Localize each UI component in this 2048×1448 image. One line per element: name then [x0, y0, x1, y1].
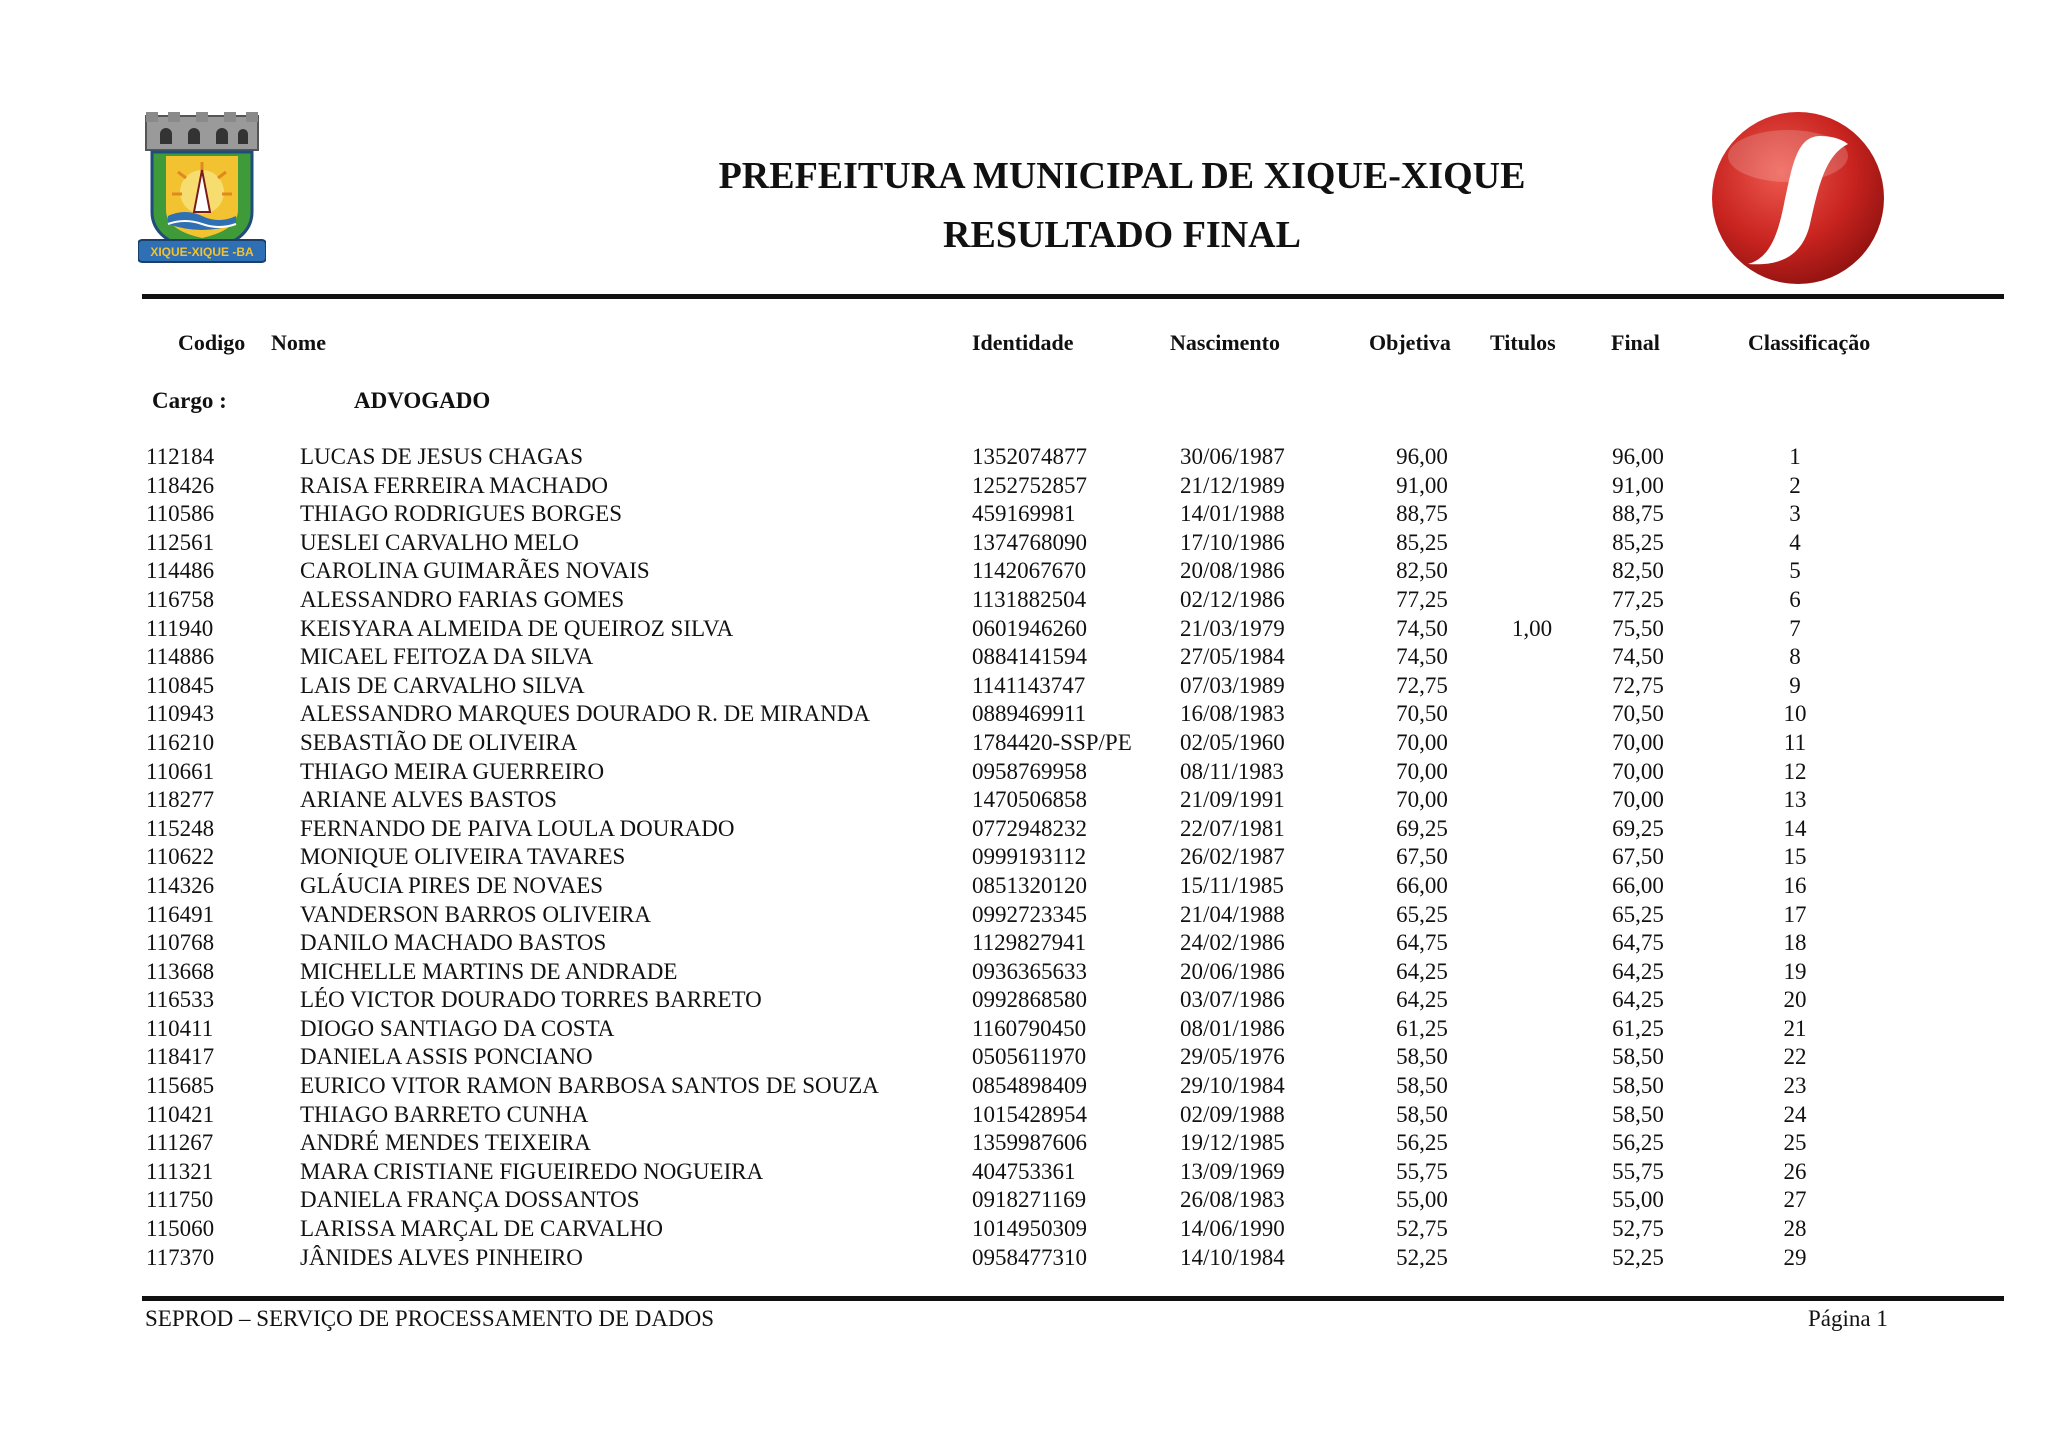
cell-objetiva: 85,25 [1396, 529, 1448, 555]
organization-logo [1708, 108, 1888, 288]
cell-nascimento: 20/08/1986 [1180, 558, 1285, 584]
cell-nome: DIOGO SANTIAGO DA COSTA [300, 1015, 615, 1041]
cell-classificacao: 26 [1783, 1158, 1807, 1184]
cell-nome: MICAEL FEITOZA DA SILVA [300, 644, 594, 670]
cell-classificacao: 23 [1783, 1073, 1807, 1099]
cell-final: 58,50 [1612, 1044, 1664, 1070]
column-header-identidade: Identidade [972, 330, 1074, 355]
cell-nome: GLÁUCIA PIRES DE NOVAES [300, 872, 604, 898]
cell-classificacao: 22 [1783, 1044, 1807, 1070]
cell-codigo: 116758 [146, 586, 215, 612]
table-row [0, 1101, 2048, 1130]
table-row [0, 472, 2048, 501]
table-row [0, 901, 2048, 930]
cell-nascimento: 21/09/1991 [1180, 787, 1285, 813]
cell-objetiva: 58,50 [1396, 1073, 1448, 1099]
crest-banner-text: XIQUE-XIQUE -BA [150, 245, 254, 259]
cargo-value: ADVOGADO [354, 388, 491, 413]
cell-final: 77,25 [1612, 586, 1664, 612]
cell-identidade: 0505611970 [972, 1044, 1087, 1070]
cell-nascimento: 08/11/1983 [1180, 758, 1284, 784]
cell-objetiva: 65,25 [1396, 901, 1448, 927]
cell-identidade: 1142067670 [972, 558, 1087, 584]
cell-nascimento: 15/11/1985 [1180, 872, 1284, 898]
cell-identidade: 0958477310 [972, 1244, 1087, 1270]
cell-final: 70,50 [1612, 701, 1664, 727]
cell-nome: LARISSA MARÇAL DE CARVALHO [300, 1216, 664, 1242]
table-row [0, 643, 2048, 672]
cell-identidade: 1141143747 [972, 672, 1086, 698]
cell-objetiva: 69,25 [1396, 815, 1448, 841]
cell-objetiva: 58,50 [1396, 1101, 1448, 1127]
cell-nome: ARIANE ALVES BASTOS [300, 787, 557, 813]
cell-nome: THIAGO RODRIGUES BORGES [300, 501, 623, 527]
cell-objetiva: 74,50 [1396, 615, 1448, 641]
cell-objetiva: 64,25 [1396, 987, 1448, 1013]
cell-codigo: 116210 [146, 729, 215, 755]
cell-final: 74,50 [1612, 644, 1664, 670]
column-header-final: Final [1611, 330, 1660, 355]
table-row [0, 1043, 2048, 1072]
municipal-crest-logo [138, 112, 266, 268]
cell-nascimento: 14/06/1990 [1180, 1216, 1285, 1242]
cell-nascimento: 17/10/1986 [1180, 529, 1285, 555]
cell-codigo: 111750 [146, 1187, 214, 1213]
cell-codigo: 112561 [146, 529, 215, 555]
cell-codigo: 110411 [146, 1015, 214, 1041]
table-row [0, 586, 2048, 615]
cell-identidade: 1784420-SSP/PE [972, 729, 1132, 755]
cell-objetiva: 55,75 [1396, 1158, 1448, 1184]
cell-codigo: 118426 [146, 472, 215, 498]
footer-department: SEPROD – SERVIÇO DE PROCESSAMENTO DE DADOS [145, 1306, 714, 1331]
cell-classificacao: 10 [1783, 701, 1807, 727]
table-row [0, 615, 2048, 644]
cell-nascimento: 30/06/1987 [1180, 444, 1285, 469]
cell-nascimento: 14/10/1984 [1180, 1244, 1285, 1270]
table-row [0, 729, 2048, 758]
cell-codigo: 115248 [146, 815, 215, 841]
cell-final: 52,25 [1612, 1244, 1664, 1270]
cell-classificacao: 2 [1789, 472, 1801, 498]
cell-nome: DANIELA FRANÇA DOSSANTOS [300, 1187, 640, 1213]
cell-final: 58,50 [1612, 1073, 1664, 1099]
cell-classificacao: 4 [1789, 529, 1801, 555]
table-row [0, 1244, 2048, 1273]
column-header-nascimento: Nascimento [1170, 330, 1280, 355]
cell-final: 70,00 [1612, 787, 1664, 813]
cell-identidade: 0889469911 [972, 701, 1087, 727]
cell-nascimento: 24/02/1986 [1180, 930, 1285, 956]
cell-classificacao: 1 [1789, 444, 1801, 469]
cell-codigo: 115685 [146, 1073, 215, 1099]
cell-objetiva: 66,00 [1396, 872, 1448, 898]
cell-objetiva: 52,25 [1396, 1244, 1448, 1270]
cell-nome: MONIQUE OLIVEIRA TAVARES [300, 844, 626, 870]
cell-final: 85,25 [1612, 529, 1664, 555]
column-header-objetiva: Objetiva [1369, 330, 1451, 355]
cell-objetiva: 70,00 [1396, 729, 1448, 755]
cell-classificacao: 18 [1783, 930, 1807, 956]
cell-nome: SEBASTIÃO DE OLIVEIRA [300, 729, 578, 755]
cell-nascimento: 26/08/1983 [1180, 1187, 1285, 1213]
cell-objetiva: 70,50 [1396, 701, 1448, 727]
page-title: PREFEITURA MUNICIPAL DE XIQUE-XIQUE [718, 155, 1526, 197]
table-row [0, 1015, 2048, 1044]
cell-final: 64,75 [1612, 930, 1664, 956]
cell-final: 65,25 [1612, 901, 1664, 927]
cell-objetiva: 64,75 [1396, 930, 1448, 956]
cell-nascimento: 26/02/1987 [1180, 844, 1285, 870]
cell-classificacao: 14 [1783, 815, 1807, 841]
cell-codigo: 115060 [146, 1216, 215, 1242]
cell-codigo: 110661 [146, 758, 215, 784]
cell-identidade: 0936365633 [972, 958, 1087, 984]
cell-final: 55,75 [1612, 1158, 1664, 1184]
cell-identidade: 0851320120 [972, 872, 1087, 898]
cell-identidade: 1352074877 [972, 444, 1087, 469]
cell-nome: THIAGO BARRETO CUNHA [300, 1101, 589, 1127]
table-row [0, 529, 2048, 558]
cell-classificacao: 8 [1789, 644, 1801, 670]
cell-nome: DANILO MACHADO BASTOS [300, 930, 607, 956]
table-row [0, 958, 2048, 987]
cell-final: 61,25 [1612, 1015, 1664, 1041]
cell-codigo: 113668 [146, 958, 215, 984]
cell-objetiva: 82,50 [1396, 558, 1448, 584]
cell-identidade: 1129827941 [972, 930, 1087, 956]
table-row [0, 815, 2048, 844]
cell-objetiva: 96,00 [1396, 444, 1448, 469]
cell-final: 66,00 [1612, 872, 1664, 898]
cell-nome: RAISA FERREIRA MACHADO [300, 472, 608, 498]
cell-nome: FERNANDO DE PAIVA LOULA DOURADO [300, 815, 735, 841]
cell-final: 67,50 [1612, 844, 1664, 870]
table-row [0, 1072, 2048, 1101]
cell-nascimento: 22/07/1981 [1180, 815, 1285, 841]
page-number: Página 1 [1808, 1306, 1888, 1331]
cell-classificacao: 6 [1789, 586, 1801, 612]
cell-identidade: 0772948232 [972, 815, 1087, 841]
cell-identidade: 1160790450 [972, 1015, 1087, 1041]
cell-nascimento: 20/06/1986 [1180, 958, 1285, 984]
cell-codigo: 112184 [146, 444, 215, 469]
cell-objetiva: 61,25 [1396, 1015, 1448, 1041]
table-row [0, 843, 2048, 872]
cell-final: 91,00 [1612, 472, 1664, 498]
cell-identidade: 1470506858 [972, 787, 1087, 813]
cell-nome: THIAGO MEIRA GUERREIRO [300, 758, 605, 784]
cell-objetiva: 70,00 [1396, 758, 1448, 784]
cell-classificacao: 12 [1783, 758, 1807, 784]
cell-nascimento: 13/09/1969 [1180, 1158, 1285, 1184]
table-row [0, 1129, 2048, 1158]
table-row [0, 1158, 2048, 1187]
cell-objetiva: 77,25 [1396, 586, 1448, 612]
cell-final: 88,75 [1612, 501, 1664, 527]
cell-objetiva: 70,00 [1396, 787, 1448, 813]
table-row [0, 758, 2048, 787]
cell-identidade: 1131882504 [972, 586, 1087, 612]
cell-identidade: 0992868580 [972, 987, 1087, 1013]
cell-final: 96,00 [1612, 444, 1664, 469]
table-row [0, 557, 2048, 586]
cell-final: 75,50 [1612, 615, 1664, 641]
cell-identidade: 1359987606 [972, 1130, 1087, 1156]
cell-codigo: 114886 [146, 644, 215, 670]
cell-identidade: 1015428954 [972, 1101, 1087, 1127]
cell-objetiva: 58,50 [1396, 1044, 1448, 1070]
cell-classificacao: 11 [1783, 729, 1807, 755]
cell-codigo: 117370 [146, 1244, 215, 1270]
table-row [0, 672, 2048, 701]
column-header-codigo: Codigo [178, 330, 246, 355]
cell-codigo: 110421 [146, 1101, 215, 1127]
page-subtitle: RESULTADO FINAL [943, 214, 1301, 256]
cell-final: 56,25 [1612, 1130, 1664, 1156]
cell-nascimento: 02/05/1960 [1180, 729, 1285, 755]
cell-identidade: 0992723345 [972, 901, 1087, 927]
cell-nome: CAROLINA GUIMARÃES NOVAIS [300, 558, 650, 584]
cell-final: 52,75 [1612, 1216, 1664, 1242]
cell-nascimento: 29/05/1976 [1180, 1044, 1285, 1070]
cell-classificacao: 24 [1783, 1101, 1807, 1127]
cell-identidade: 0958769958 [972, 758, 1087, 784]
cell-objetiva: 55,00 [1396, 1187, 1448, 1213]
cell-final: 70,00 [1612, 758, 1664, 784]
cell-codigo: 110622 [146, 844, 215, 870]
cell-classificacao: 25 [1783, 1130, 1807, 1156]
cell-nome: ALESSANDRO FARIAS GOMES [300, 586, 625, 612]
header-divider [142, 294, 2004, 299]
cell-codigo: 114326 [146, 872, 215, 898]
column-header-titulos: Titulos [1490, 330, 1556, 355]
cell-nascimento: 21/04/1988 [1180, 901, 1285, 927]
cell-codigo: 111267 [146, 1130, 214, 1156]
cell-nascimento: 14/01/1988 [1180, 501, 1285, 527]
cell-codigo: 110943 [146, 701, 215, 727]
cargo-label: Cargo : [152, 388, 227, 413]
cell-nascimento: 08/01/1986 [1180, 1015, 1285, 1041]
cell-nome: MICHELLE MARTINS DE ANDRADE [300, 958, 678, 984]
cell-objetiva: 67,50 [1396, 844, 1448, 870]
cell-identidade: 0884141594 [972, 644, 1087, 670]
cell-identidade: 1014950309 [972, 1216, 1087, 1242]
cell-classificacao: 3 [1789, 501, 1801, 527]
cell-classificacao: 28 [1783, 1216, 1807, 1242]
cell-nascimento: 02/12/1986 [1180, 586, 1285, 612]
cell-classificacao: 21 [1783, 1015, 1807, 1041]
cell-nome: KEISYARA ALMEIDA DE QUEIROZ SILVA [300, 615, 734, 641]
table-row [0, 986, 2048, 1015]
cell-classificacao: 16 [1783, 872, 1807, 898]
cell-classificacao: 17 [1783, 901, 1807, 927]
cell-nascimento: 03/07/1986 [1180, 987, 1285, 1013]
cell-classificacao: 9 [1789, 672, 1801, 698]
cell-final: 82,50 [1612, 558, 1664, 584]
cell-nascimento: 21/03/1979 [1180, 615, 1285, 641]
cell-nascimento: 29/10/1984 [1180, 1073, 1285, 1099]
cell-codigo: 111321 [146, 1158, 214, 1184]
cell-final: 55,00 [1612, 1187, 1664, 1213]
cell-identidade: 1374768090 [972, 529, 1087, 555]
cell-classificacao: 27 [1783, 1187, 1807, 1213]
cell-classificacao: 5 [1789, 558, 1801, 584]
cell-objetiva: 88,75 [1396, 501, 1448, 527]
cell-identidade: 0918271169 [972, 1187, 1087, 1213]
cell-classificacao: 20 [1783, 987, 1807, 1013]
cell-identidade: 0854898409 [972, 1073, 1087, 1099]
cell-nascimento: 02/09/1988 [1180, 1101, 1285, 1127]
cell-codigo: 118417 [146, 1044, 215, 1070]
cell-codigo: 110586 [146, 501, 215, 527]
table-row [0, 786, 2048, 815]
cell-nome: JÂNIDES ALVES PINHEIRO [300, 1244, 583, 1270]
cell-nascimento: 27/05/1984 [1180, 644, 1285, 670]
cell-objetiva: 74,50 [1396, 644, 1448, 670]
cell-codigo: 116533 [146, 987, 215, 1013]
column-header-classificacao: Classificação [1748, 330, 1871, 355]
cell-nome: LUCAS DE JESUS CHAGAS [300, 444, 584, 469]
cell-objetiva: 64,25 [1396, 958, 1448, 984]
cell-nome: ALESSANDRO MARQUES DOURADO R. DE MIRANDA [300, 701, 870, 727]
cell-final: 69,25 [1612, 815, 1664, 841]
results-table-body [0, 443, 2048, 1272]
cell-objetiva: 56,25 [1396, 1130, 1448, 1156]
cell-objetiva: 72,75 [1396, 672, 1448, 698]
cell-final: 72,75 [1612, 672, 1664, 698]
cell-codigo: 110845 [146, 672, 215, 698]
cell-nome: MARA CRISTIANE FIGUEIREDO NOGUEIRA [300, 1158, 764, 1184]
cell-identidade: 404753361 [972, 1158, 1076, 1184]
cell-classificacao: 13 [1783, 787, 1807, 813]
cell-classificacao: 7 [1789, 615, 1801, 641]
cell-objetiva: 91,00 [1396, 472, 1448, 498]
cell-identidade: 1252752857 [972, 472, 1087, 498]
cell-nome: EURICO VITOR RAMON BARBOSA SANTOS DE SOUZA [300, 1073, 879, 1099]
table-row [0, 929, 2048, 958]
cell-classificacao: 19 [1783, 958, 1807, 984]
table-row [0, 443, 2048, 472]
cell-final: 70,00 [1612, 729, 1664, 755]
cell-final: 58,50 [1612, 1101, 1664, 1127]
cell-codigo: 110768 [146, 930, 215, 956]
cell-classificacao: 15 [1783, 844, 1807, 870]
footer-divider [142, 1296, 2004, 1301]
cell-final: 64,25 [1612, 958, 1664, 984]
cell-titulos: 1,00 [1511, 615, 1553, 641]
cell-nascimento: 19/12/1985 [1180, 1130, 1285, 1156]
cell-nascimento: 16/08/1983 [1180, 701, 1285, 727]
cell-objetiva: 52,75 [1396, 1216, 1448, 1242]
cell-nome: VANDERSON BARROS OLIVEIRA [300, 901, 651, 927]
cell-codigo: 111940 [146, 615, 214, 641]
cell-nascimento: 07/03/1989 [1180, 672, 1285, 698]
table-row [0, 1215, 2048, 1244]
cell-codigo: 114486 [146, 558, 215, 584]
cell-final: 64,25 [1612, 987, 1664, 1013]
cell-nascimento: 21/12/1989 [1180, 472, 1285, 498]
cell-codigo: 118277 [146, 787, 215, 813]
table-row [0, 872, 2048, 901]
cell-classificacao: 29 [1783, 1244, 1807, 1270]
column-header-nome: Nome [271, 330, 326, 355]
cell-nome: DANIELA ASSIS PONCIANO [300, 1044, 593, 1070]
cell-nome: LÉO VICTOR DOURADO TORRES BARRETO [300, 987, 762, 1013]
cell-nome: LAIS DE CARVALHO SILVA [300, 672, 585, 698]
cell-identidade: 459169981 [972, 501, 1076, 527]
table-row [0, 1186, 2048, 1215]
table-row [0, 700, 2048, 729]
cell-identidade: 0999193112 [972, 844, 1087, 870]
cell-identidade: 0601946260 [972, 615, 1087, 641]
cell-codigo: 116491 [146, 901, 215, 927]
cell-nome: UESLEI CARVALHO MELO [300, 529, 579, 555]
cell-nome: ANDRÉ MENDES TEIXEIRA [300, 1130, 591, 1156]
table-row [0, 500, 2048, 529]
